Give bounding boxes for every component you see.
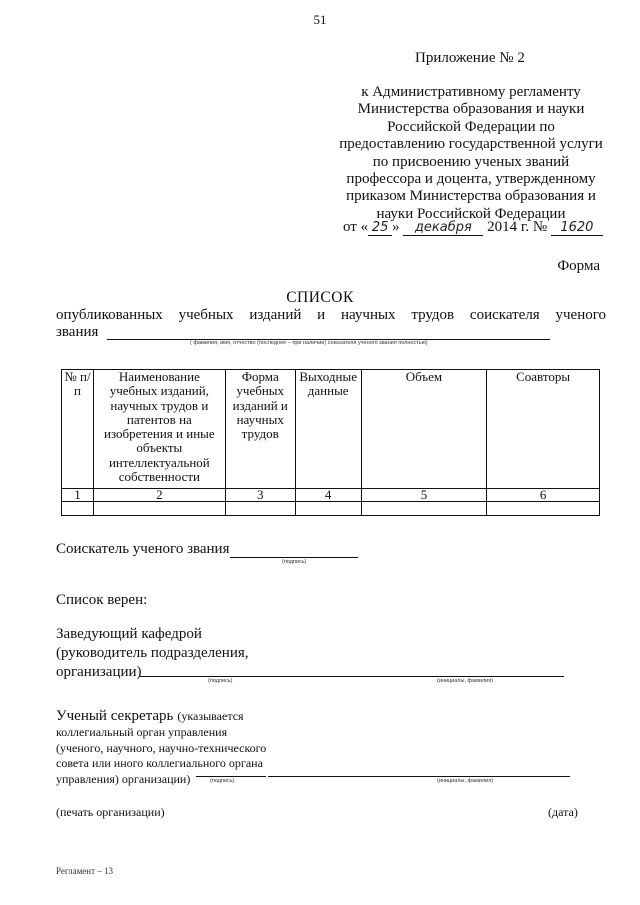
secretary-title: Ученый секретарь (56, 708, 174, 724)
empty-cell[interactable] (62, 502, 94, 516)
document-subtitle: опубликованных учебных изданий и научных трудов соискателя ученого (56, 307, 606, 323)
secretary-note-line: (ученого, научного, научно-технического (56, 740, 267, 755)
page-number: 51 (313, 12, 327, 27)
handwritten-month: декабря (403, 221, 483, 236)
zvanie-label: звания (56, 324, 99, 340)
empty-cell[interactable] (487, 502, 600, 516)
secretary-label (56, 707, 244, 725)
empty-cell[interactable] (225, 502, 295, 516)
form-label: Форма (557, 258, 600, 274)
header-coauthors: Соавторы (487, 370, 600, 489)
department-head-line: Заведующий кафедрой (56, 626, 202, 642)
department-head-line: (руководитель подразделения, (56, 645, 249, 661)
approval-line: предоставлению государственной услуги (339, 136, 603, 153)
organization-stamp-label: (печать организации) (56, 805, 165, 819)
approval-line: Министерства образования и науки (357, 101, 585, 118)
secretary-name-hint: (инициалы, фамилия) (437, 778, 494, 784)
handwritten-day: 25 (368, 221, 392, 236)
secretary-note-line: коллегиальный орган управления (56, 725, 228, 739)
approval-line: к Административному регламенту (361, 84, 581, 100)
department-head-line: организации) (56, 664, 142, 680)
applicant-label: Соискатель ученого звания (56, 541, 230, 557)
approval-line: науки Российской Федерации (376, 205, 566, 222)
column-number-cell: 5 (361, 489, 487, 502)
secretary-note (56, 725, 266, 787)
header-number: № п/п (62, 370, 94, 489)
column-number-cell: 3 (225, 489, 295, 502)
department-head-name-hint: (инициалы, фамилия) (437, 678, 494, 684)
secretary-note-line: совета или иного коллегиального органа (56, 756, 263, 770)
approval-line: Российской Федерации по (387, 118, 555, 135)
footer-regulation: Регламент – 13 (56, 866, 114, 876)
approval-line: по присвоению ученых званий (372, 153, 570, 170)
approval-line: приказом Министерства образования и (346, 188, 596, 205)
header-volume: Объем (361, 370, 487, 489)
date-year: 2014 г. № (487, 219, 548, 235)
column-number-cell: 1 (62, 489, 94, 502)
department-head-label (56, 625, 249, 682)
column-number-cell: 6 (487, 489, 600, 502)
applicant-signature-hint: (подпись) (282, 559, 307, 565)
department-head-signature-field[interactable] (140, 675, 268, 677)
header-form: Форма учебных изданий и научных трудов (225, 370, 295, 489)
appendix-title: Приложение № 2 (415, 50, 525, 66)
empty-cell[interactable] (361, 502, 487, 516)
list-verified-label: Список верен: (56, 592, 148, 608)
department-head-signature-hint: (подпись) (208, 678, 233, 684)
secretary-signature-field[interactable] (196, 775, 266, 777)
date-prefix: от « (343, 219, 369, 235)
publications-table (61, 369, 600, 516)
column-number-cell: 4 (295, 489, 361, 502)
applicant-signature-field[interactable] (230, 556, 358, 558)
date-quote: » (392, 219, 400, 235)
date-label: (дата) (548, 805, 578, 819)
table-row (62, 489, 600, 502)
empty-cell[interactable] (295, 502, 361, 516)
header-title: Наименование учебных изданий, научных трудов и патентов на изобретения и иные объекты интеллектуальной собственности (93, 370, 225, 489)
secretary-note-line: управления) организации) (56, 771, 191, 786)
table-header-row (62, 370, 600, 489)
handwritten-order-number: 1620 (551, 221, 603, 236)
secretary-title-note: (указывается (177, 709, 244, 723)
column-number-cell: 2 (93, 489, 225, 502)
approval-line: профессора и доцента, утвержденному (346, 171, 596, 188)
approval-block (336, 84, 606, 223)
document-title: СПИСОК (286, 289, 354, 306)
order-date-line (343, 219, 603, 236)
header-output-data: Выходные данные (295, 370, 361, 489)
department-head-name-field[interactable] (268, 675, 564, 677)
secretary-name-field[interactable] (268, 775, 570, 777)
empty-cell[interactable] (93, 502, 225, 516)
table-row (62, 502, 600, 516)
applicant-name-hint: ( фамилия, имя, отчество (последнее – при наличии) соискателя ученого звания полностью) (190, 340, 428, 346)
secretary-signature-hint: (подпись) (210, 778, 235, 784)
